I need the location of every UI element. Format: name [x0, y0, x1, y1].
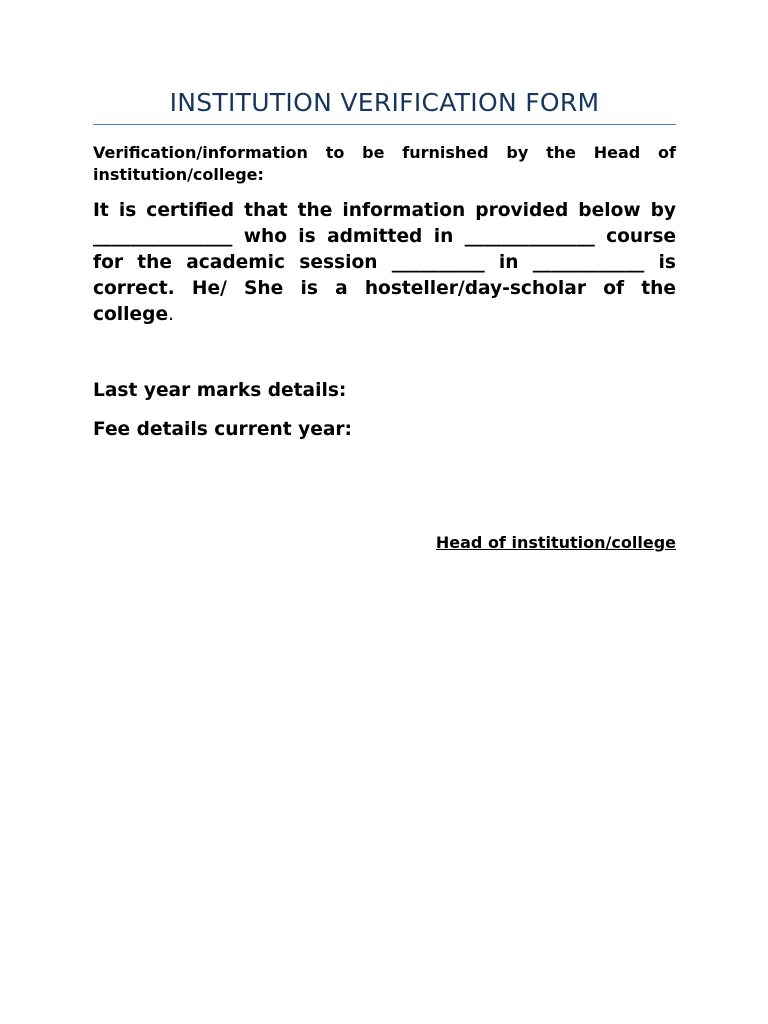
intro-instruction: Verification/information to be furnished by the Head of institution/college: [93, 143, 676, 184]
form-title: INSTITUTION VERIFICATION FORM [169, 88, 600, 117]
last-year-marks-label: Last year marks details: [93, 380, 347, 401]
signature-label: Head of institution/college [435, 533, 676, 552]
fee-details-label: Fee details current year: [93, 419, 352, 440]
certification-paragraph [93, 198, 676, 328]
certification-end-punct: . [168, 304, 174, 325]
title-divider [93, 124, 676, 125]
certification-text: It is certified that the information provided below by _______________ who is admitted in ______________ course for the academic session __________ in ____________ is correct. He/ She is a hosteller/day-scholar of the college [93, 200, 676, 325]
